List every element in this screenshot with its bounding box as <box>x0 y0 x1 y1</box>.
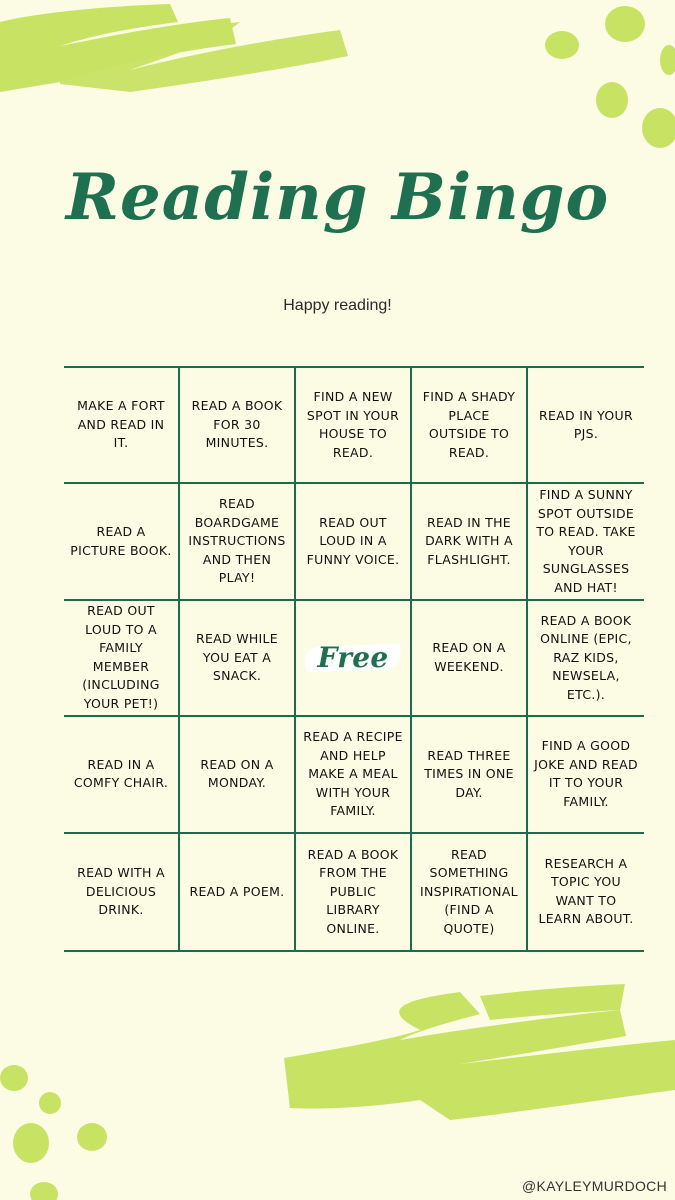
bingo-cell <box>528 368 644 484</box>
page-title: Reading Bingo <box>65 160 610 235</box>
bingo-cell <box>412 834 528 950</box>
cell-text: READ A PICTURE BOOK. <box>70 524 172 558</box>
subtitle: Happy reading! <box>283 297 392 314</box>
bingo-cell <box>64 834 180 950</box>
bingo-cell <box>528 834 644 950</box>
cell-text: READ A BOOK FROM THE PUBLIC LIBRARY ONLINE. <box>307 846 399 936</box>
bingo-cell <box>528 717 644 833</box>
top-left-brushstroke <box>0 4 348 92</box>
bingo-cell <box>528 484 644 600</box>
bingo-cell <box>180 601 296 717</box>
bingo-cell <box>412 484 528 600</box>
free-space-cell <box>296 601 412 717</box>
cell-text: READ A RECIPE AND HELP MAKE A MEAL WITH YOUR FAMILY. <box>303 729 403 819</box>
bingo-cell <box>180 717 296 833</box>
cell-text: READ A POEM. <box>189 883 285 899</box>
bingo-cell <box>180 484 296 600</box>
bingo-cell <box>412 601 528 717</box>
top-right-dots <box>545 6 675 148</box>
author-handle: @KAYLEYMURDOCH <box>522 1178 667 1194</box>
bingo-cell <box>528 601 644 717</box>
bingo-cell <box>296 484 412 600</box>
bingo-cell <box>64 368 180 484</box>
cell-text: FIND A SHADY PLACE OUTSIDE TO READ. <box>422 389 516 460</box>
bingo-cell <box>64 484 180 600</box>
bingo-cell <box>180 834 296 950</box>
bingo-grid <box>64 366 644 952</box>
cell-text: READ IN YOUR PJS. <box>539 407 633 442</box>
bingo-cell <box>296 834 412 950</box>
free-space-label: Free <box>317 640 389 674</box>
cell-text: READ OUT LOUD IN A FUNNY VOICE. <box>306 514 400 567</box>
cell-text: READ IN A COMFY CHAIR. <box>73 756 169 791</box>
cell-text: READ WITH A DELICIOUS DRINK. <box>77 865 165 918</box>
cell-text: FIND A GOOD JOKE AND READ IT TO YOUR FAMILY. <box>534 738 638 809</box>
bingo-cell <box>412 717 528 833</box>
bingo-cell <box>296 368 412 484</box>
cell-text: FIND A NEW SPOT IN YOUR HOUSE TO READ. <box>306 389 400 460</box>
bottom-left-dots <box>0 1065 107 1200</box>
cell-text: READ THREE TIMES IN ONE DAY. <box>424 747 514 800</box>
cell-text: READ ON A WEEKEND. <box>432 640 506 674</box>
cell-text: READ ON A MONDAY. <box>200 756 274 791</box>
bingo-cell <box>412 368 528 484</box>
cell-text: READ A BOOK FOR 30 MINUTES. <box>191 398 283 451</box>
cell-text: FIND A SUNNY SPOT OUTSIDE TO READ. TAKE YOUR SUNGLASSES AND HAT! <box>536 487 636 595</box>
cell-text: READ OUT LOUD TO A FAMILY MEMBER (INCLUDING YOUR PET!) <box>82 603 160 711</box>
bingo-cell <box>180 368 296 484</box>
bingo-cell <box>64 601 180 717</box>
cell-text: READ IN THE DARK WITH A FLASHLIGHT. <box>425 514 513 567</box>
cell-text: READ BOARDGAME INSTRUCTIONS AND THEN PLAY! <box>188 496 286 586</box>
bingo-cell <box>296 717 412 833</box>
cell-text: READ WHILE YOU EAT A SNACK. <box>195 631 279 684</box>
bottom-right-brushstroke <box>284 984 675 1120</box>
cell-text: READ SOMETHING INSPIRATIONAL (FIND A QUOTE) <box>420 846 518 936</box>
cell-text: RESEARCH A TOPIC YOU WANT TO LEARN ABOUT. <box>538 855 634 927</box>
cell-text: READ A BOOK ONLINE (EPIC, RAZ KIDS, NEWSELA, ETC.). <box>540 612 632 702</box>
bingo-cell <box>64 717 180 833</box>
cell-text: MAKE A FORT AND READ IN IT. <box>77 398 165 451</box>
